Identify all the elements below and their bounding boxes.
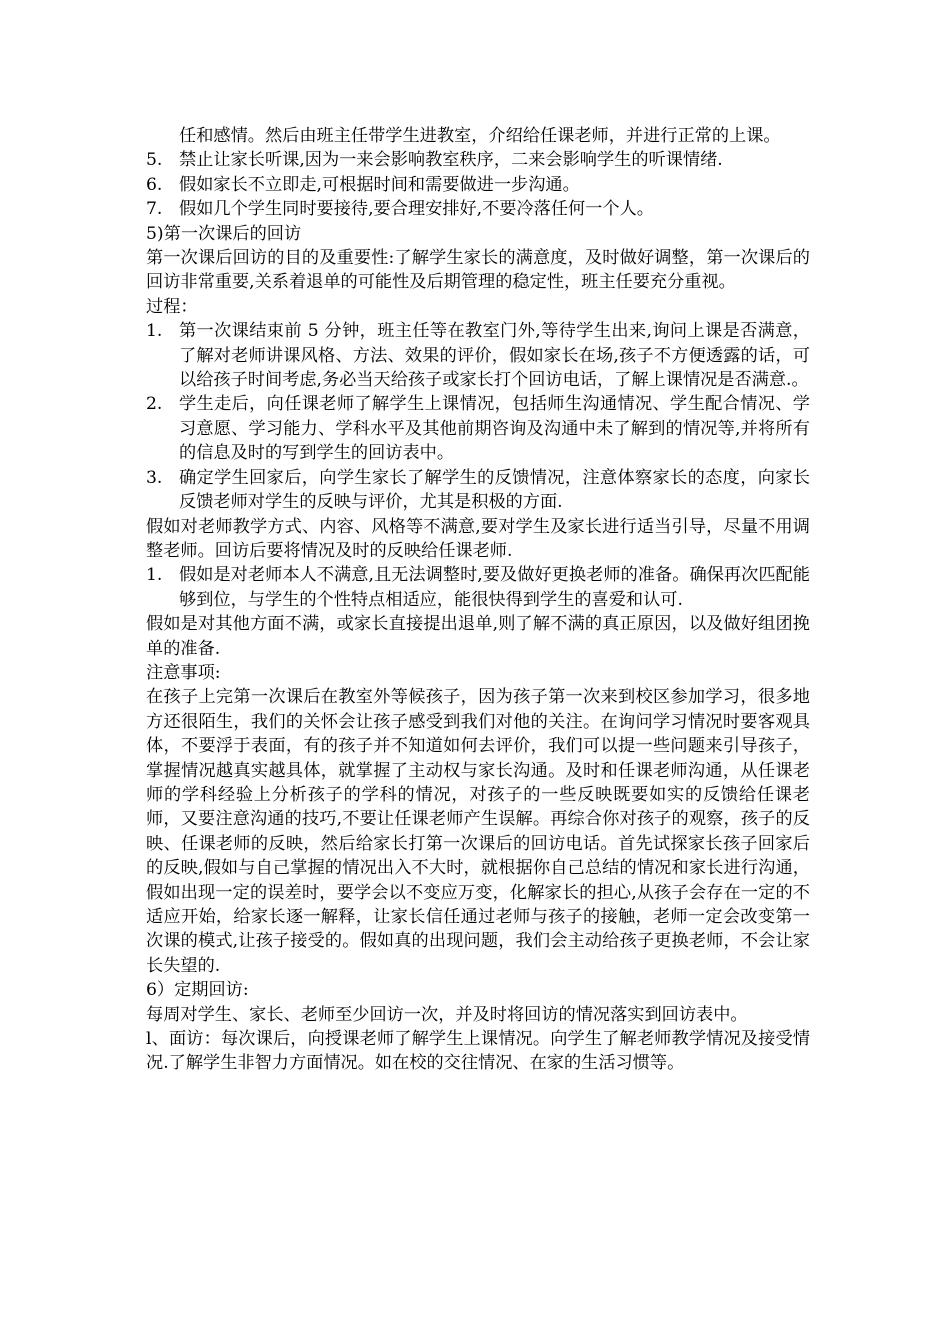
- list-process-steps: [146, 319, 810, 514]
- section-heading-first-visit: 5)第一次课后的回访: [146, 223, 302, 244]
- section-heading-periodic-visit: 6）定期回访:: [146, 980, 249, 1001]
- list-item: [146, 319, 810, 392]
- list-item-text: 确定学生回家后，向学生家长了解学生的反馈情况，注意体察家长的态度，向家长反馈老师对学生的反映与评价，尤其是积极的方面.: [179, 467, 810, 513]
- list-item-text: 第一次课结束前 5 分钟，班主任等在教室门外,等待学生出来,询问上课是否满意，了解对老师讲课风格、方法、效果的评价，假如家长在场,孩子不方便透露的话，可以给孩子时间考虑,务必当天给孩子或家长打个回访电话，了解上课情况是否满意.。: [179, 321, 810, 391]
- list-number: 5.: [146, 150, 163, 171]
- interview-paragraph: l、面访：每次课后，向授课老师了解学生上课情况。向学生了解老师教学情况及接受情况.了解学生非智力方面情况。如在校的交往情况、在家的生活习惯等。: [146, 1029, 810, 1074]
- list-item-text: 禁止让家长听课,因为一来会影响教室秩序，二来会影响学生的听课情绪.: [179, 150, 723, 171]
- dissatisfied-method-paragraph: 假如对老师教学方式、内容、风格等不满意,要对学生及家长进行适当引导，尽量不用调整老师。回访后要将情况及时的反映给任课老师.: [146, 516, 810, 561]
- notes-paragraph: 在孩子上完第一次课后在教室外等候孩子，因为孩子第一次来到校区参加学习，很多地方还很陌生，我们的关怀会让孩子感受到我们对他的关注。在询问学习情况时要客观具体，不要浮于表面，有的孩子并不知道如何去评价，我们可以提一些问题来引导孩子，掌握情况越真实越具体，就掌握了主动权与家长沟通。及时和任课老师沟通，从任课老师的学科经验上分析孩子的学科的情况，对孩子的一些反映既要如实的反馈给任课老师，又要注意沟通的技巧,不要让任课老师产生误解。再综合你对孩子的观察，孩子的反映、任课老师的反映，然后给家长打第一次课后的回访电话。首先试探家长孩子回家后的反映,假如与自己掌握的情况出入不大时，就根据你自己总结的情况和家长进行沟通，假如出现一定的误差时，要学会以不变应万变，化解家长的担心,从孩子会存在一定的不适应开始，给家长逐一解释，让家长信任通过老师与孩子的接触，老师一定会改变第一次课的模式,让孩子接受的。假如真的出现问题，我们会主动给孩子更换老师，不会让家长失望的.: [146, 687, 810, 976]
- list-item-text: 假如家长不立即走,可根据时间和需要做进一步沟通。: [179, 174, 580, 195]
- list-number: 1.: [146, 321, 163, 342]
- list-item: [146, 466, 810, 515]
- process-label: 过程：: [146, 296, 198, 317]
- notes-label: 注意事项:: [146, 662, 221, 683]
- list-number: 2.: [146, 394, 163, 415]
- continued-paragraph: 任和感情。然后由班主任带学生进教室，介绍给任课老师，并进行正常的上课。: [179, 126, 781, 146]
- list-item: [146, 563, 810, 612]
- list-number: 1.: [146, 565, 163, 586]
- list-item: [146, 197, 810, 221]
- weekly-visit-paragraph: 每周对学生、家长、老师至少回访一次，并及时将回访的情况落实到回访表中。: [146, 1004, 748, 1025]
- list-item: [146, 173, 810, 197]
- purpose-paragraph: 第一次课后回访的目的及重要性:了解学生家长的满意度，及时做好调整，第一次课后的回访非常重要,关系着退单的可能性及后期管理的稳定性，班主任要充分重视。: [146, 248, 810, 293]
- list-arrangement-rules: [146, 148, 810, 221]
- list-item: [146, 392, 810, 465]
- list-number: 3.: [146, 467, 163, 488]
- list-item-text: 学生走后，向任课老师了解学生上课情况，包括师生沟通情况、学生配合情况、学习意愿、学习能力、学科水平及其他前期咨询及沟通中未了解到的情况等,并将所有的信息及时的写到学生的回访表中。: [179, 394, 810, 464]
- dissatisfied-other-paragraph: 假如是对其他方面不满，或家长直接提出退单,则了解不满的真正原因，以及做好组团挽单的准备.: [146, 614, 810, 659]
- document-body: [146, 124, 810, 1076]
- list-item-text: 假如是对老师本人不满意,且无法调整时,要及做好更换老师的准备。确保再次匹配能够到位，与学生的个性特点相适应，能很快得到学生的喜爱和认可.: [179, 565, 810, 610]
- list-number: 6.: [146, 174, 163, 195]
- list-teacher-change: [146, 563, 810, 612]
- list-item: [146, 148, 810, 172]
- list-number: 7.: [146, 199, 163, 220]
- list-item-text: 假如几个学生同时要接待,要合理安排好,不要冷落任何一个人。: [179, 199, 654, 220]
